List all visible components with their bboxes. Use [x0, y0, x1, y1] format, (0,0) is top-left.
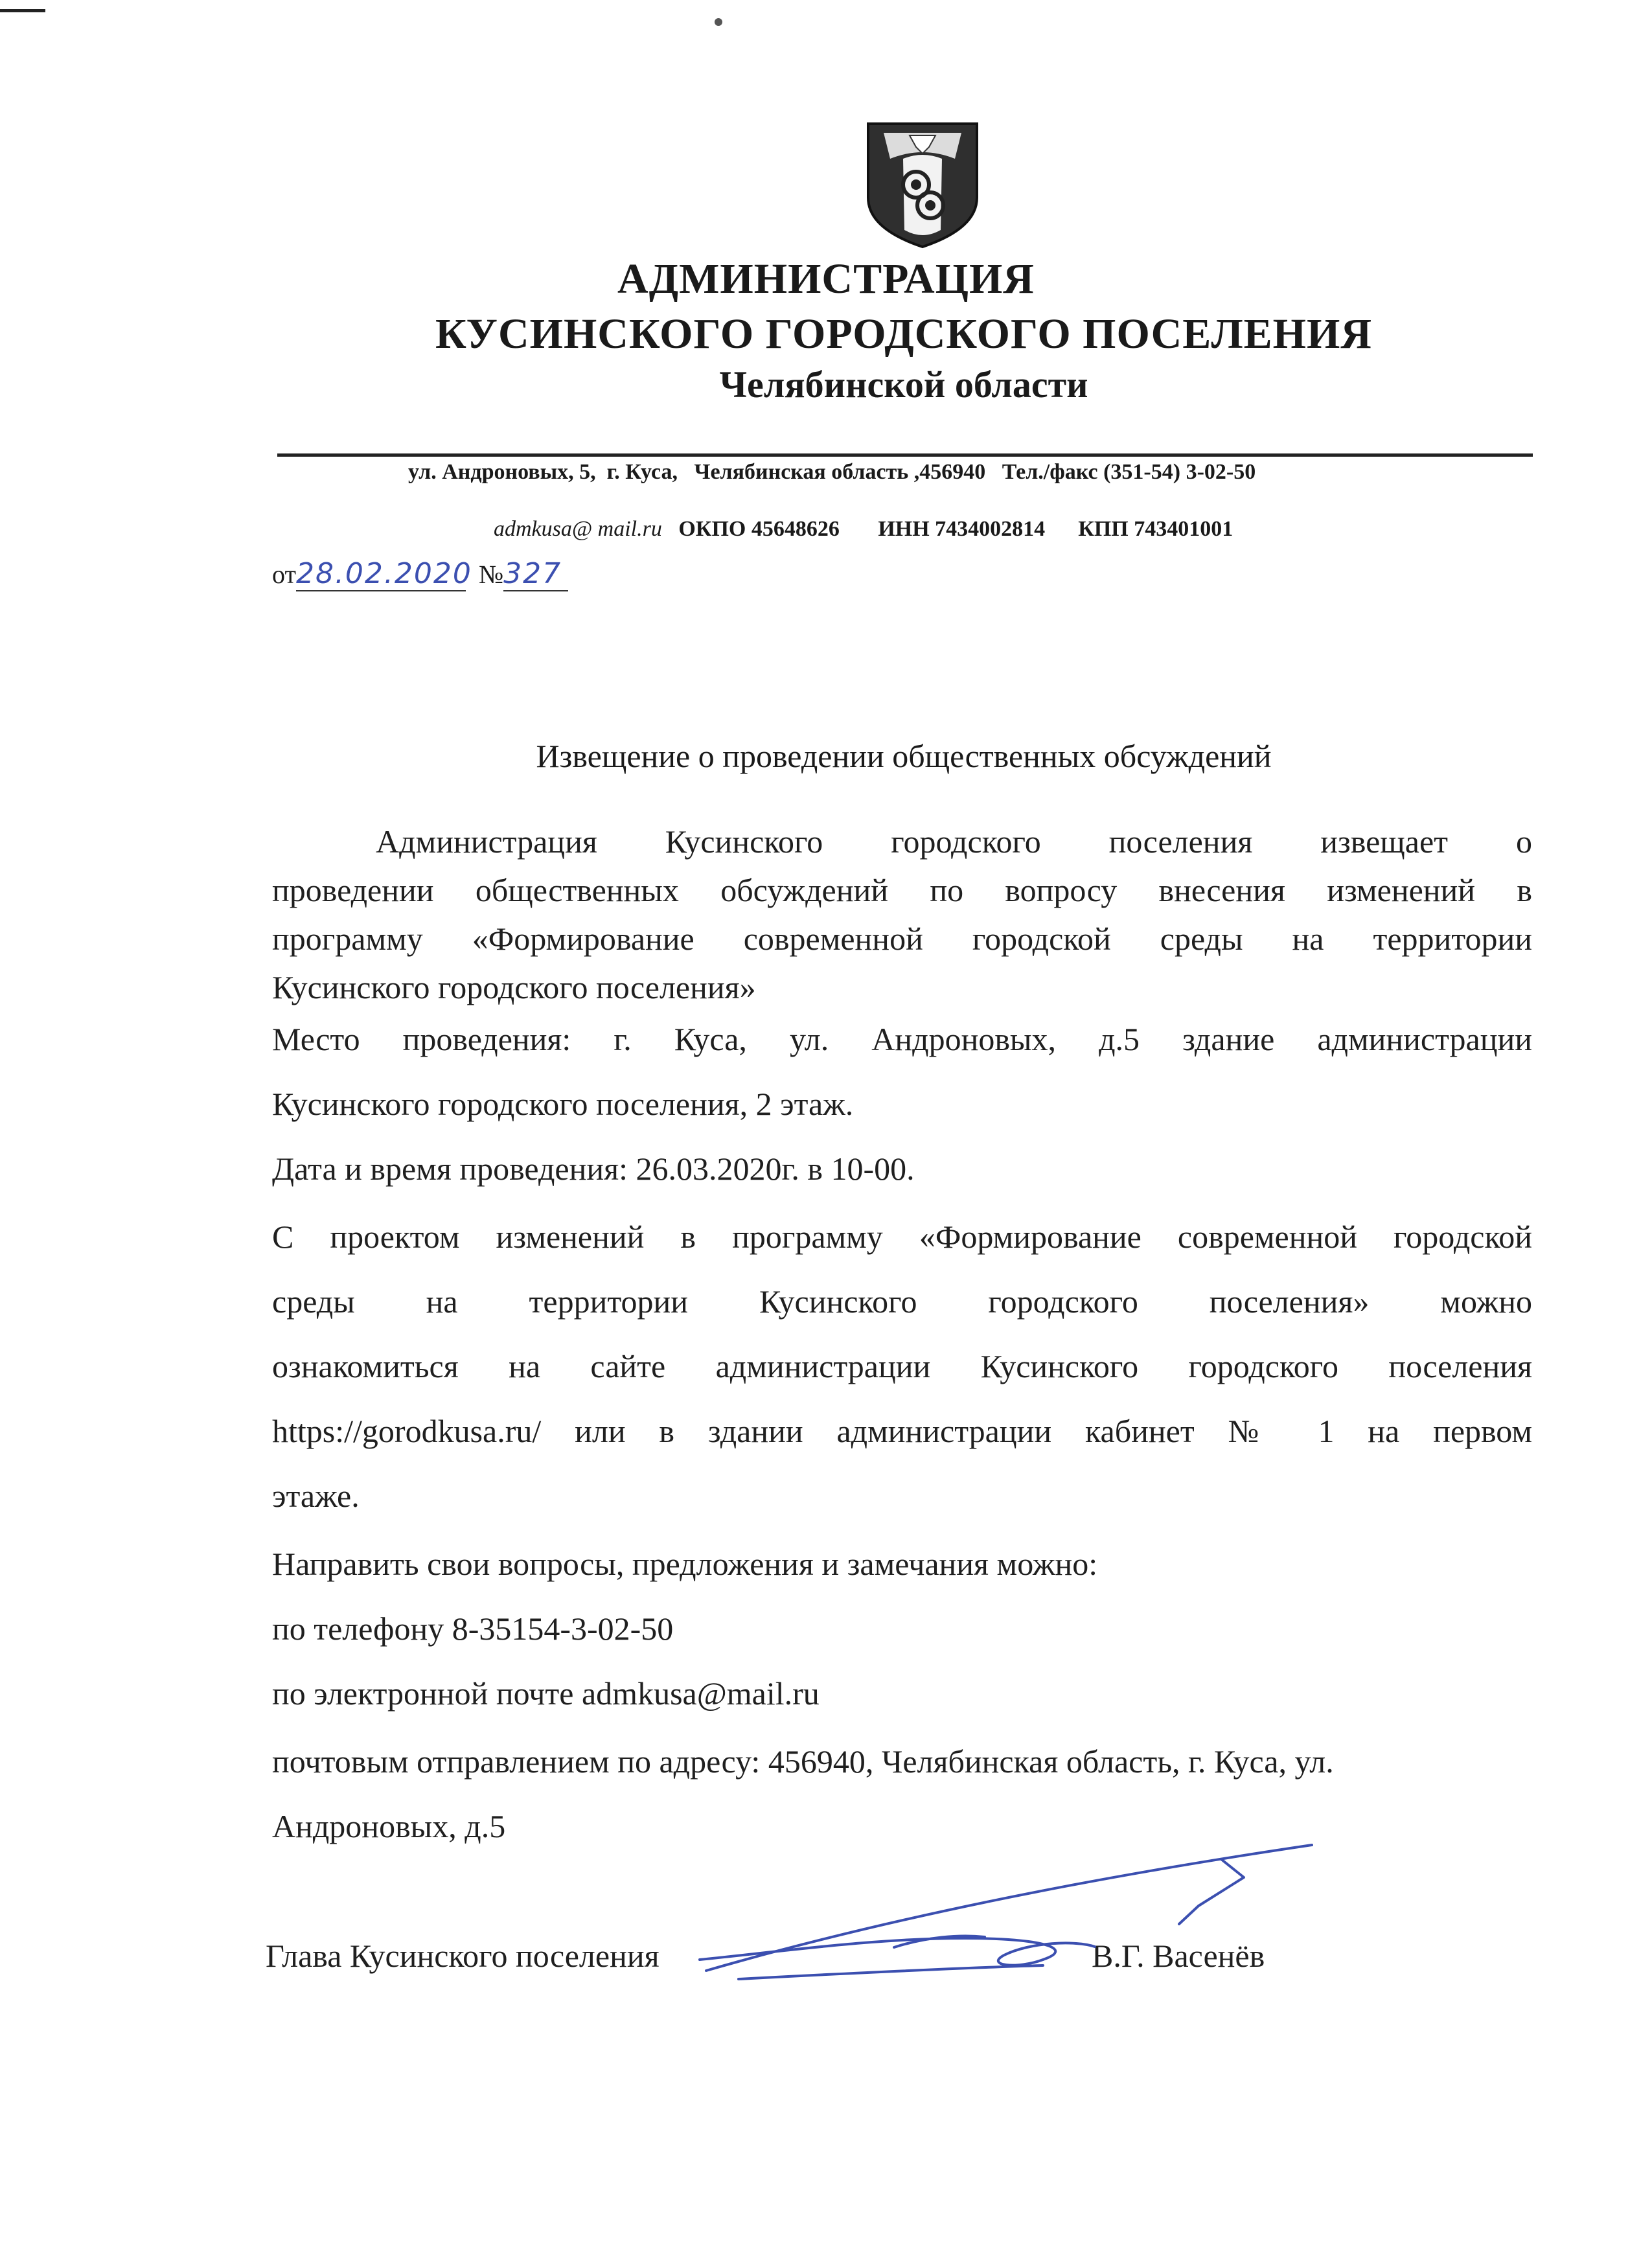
org-title-line1: АДМИНИСТРАЦИЯ	[617, 255, 1035, 303]
scan-dust-dot	[715, 18, 722, 26]
contact-post-line-2: Андроновых, д.5	[272, 1808, 506, 1844]
project-line-3: ознакомиться на сайте администрации Кусинского городского поселения	[272, 1348, 1532, 1384]
datetime-line: Дата и время проведения: 26.03.2020г. в 10-00.	[272, 1151, 915, 1187]
project-line-2: среды на территории Кусинского городского поселения» можно	[272, 1283, 1532, 1320]
project-line-5: этаже.	[272, 1478, 360, 1514]
ref-line	[272, 557, 568, 591]
place-line-1: Место проведения: г. Куса, ул. Андроновых, д.5 здание администрации	[272, 1021, 1532, 1057]
okpo: ОКПО 45648626	[678, 517, 840, 541]
handwritten-signature-icon	[680, 1827, 1328, 1995]
contact-intro: Направить свои вопросы, предложения и замечания можно:	[272, 1546, 1098, 1582]
org-region: Челябинской области	[719, 363, 1088, 406]
project-line-1: С проектом изменений в программу «Формирование современной городской	[272, 1219, 1532, 1255]
signatory-name: В.Г. Васенёв	[1092, 1938, 1265, 1974]
project-line-4: https://gorodkusa.ru/ или в здании администрации кабинет № 1 на первом	[272, 1413, 1532, 1449]
contact-post-line-1: почтовым отправлением по адресу: 456940, Челябинская область, г. Куса, ул.	[272, 1743, 1334, 1780]
org-title-line2: КУСИНСКОГО ГОРОДСКОГО ПОСЕЛЕНИЯ	[435, 310, 1372, 358]
contact-phone: по телефону 8-35154-3-02-50	[272, 1610, 674, 1647]
paragraph-1-line-3: программу «Формирование современной городской среды на территории	[272, 921, 1532, 957]
inn: ИНН 7434002814	[878, 517, 1046, 541]
scan-edge-mark	[0, 9, 45, 12]
kpp: КПП 743401001	[1078, 517, 1233, 541]
contact-email: по электронной почте admkusa@mail.ru	[272, 1675, 820, 1712]
paragraph-1-line-4: Кусинского городского поселения»	[272, 969, 756, 1005]
ref-number-value: 327	[503, 557, 568, 591]
address-line: ул. Андроновых, 5, г. Куса, Челябинская область ,456940 Тел./факс (351-54) 3-02-50	[408, 460, 1256, 484]
notice-heading: Извещение о проведении общественных обсуждений	[536, 738, 1272, 774]
ref-date-value: 28.02.2020	[295, 557, 472, 590]
requisites-line	[483, 492, 1233, 542]
paragraph-1-line-1: Администрация Кусинского городского поселения извещает о	[376, 823, 1532, 860]
paragraph-1-line-2: проведении общественных обсуждений по вопросу внесения изменений в	[272, 872, 1532, 908]
header-divider	[277, 453, 1533, 457]
signatory-position: Глава Кусинского поселения	[266, 1938, 660, 1974]
ref-from-label: от	[272, 560, 296, 589]
place-line-2: Кусинского городского поселения, 2 этаж.	[272, 1086, 854, 1122]
ref-number-label: №	[478, 560, 504, 589]
coat-of-arms-icon	[864, 120, 981, 249]
header-email: admkusa@ mail.ru	[494, 517, 662, 541]
